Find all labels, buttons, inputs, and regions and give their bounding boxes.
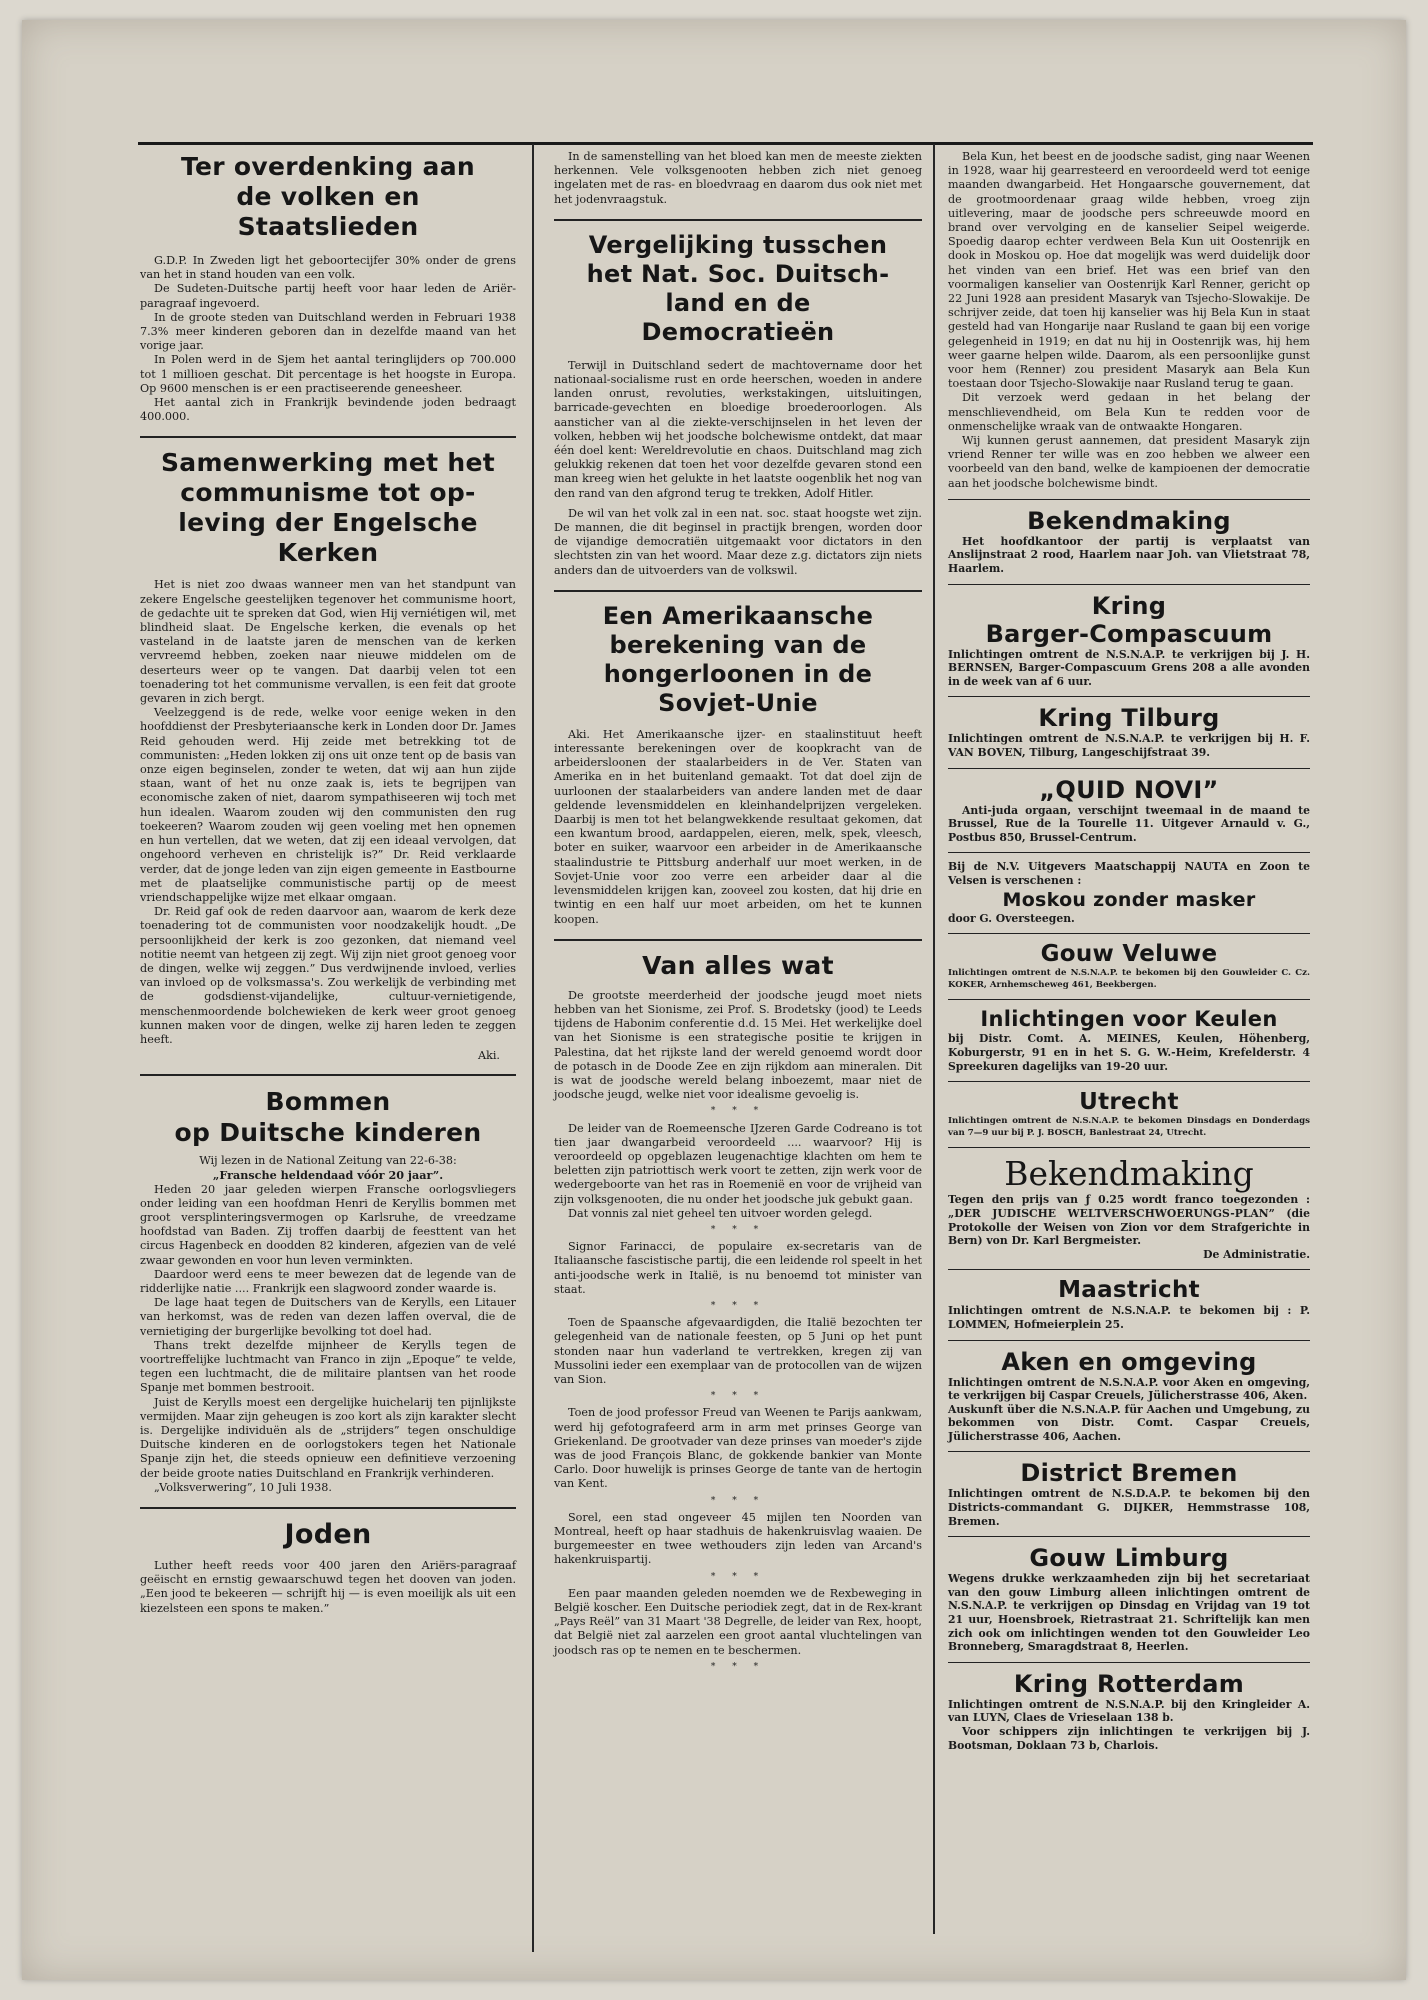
section-divider bbox=[948, 499, 1310, 500]
paragraph: In Polen werd in de Sjem het aantal teringlijders op 700.000 tot 1 millioen geschat. Dit percentage is het hoogste in Europa. Op 9600 menschen is er een practiseerende geneesheer. bbox=[140, 353, 516, 395]
paragraph: De lage haat tegen de Duitschers van de Kerylls, een Litauer van herkomst, was de reden van dezen laffen overval, die de vernietiging der burgerlijke bevolking tot doel had. bbox=[140, 1296, 516, 1338]
article-ter-overdenking bbox=[140, 152, 516, 424]
section-divider bbox=[140, 436, 516, 438]
notice-title: Aken en omgeving bbox=[1001, 1347, 1257, 1376]
notice-title: Gouw Limburg bbox=[1029, 1544, 1229, 1573]
paragraph: „Volksverwering”, 10 Juli 1938. bbox=[154, 1480, 332, 1494]
separator-stars: * * * bbox=[710, 1495, 766, 1506]
article-body bbox=[554, 150, 922, 207]
separator-stars: * * * bbox=[710, 1300, 766, 1311]
headline-line: het Nat. Soc. Duitsch- bbox=[586, 259, 890, 288]
notice-bekendmaking-1 bbox=[948, 507, 1310, 576]
headline-line: hongerloonen in de bbox=[603, 659, 873, 688]
headline-van-alles-wat: Van alles wat bbox=[642, 950, 834, 980]
section-divider bbox=[554, 219, 922, 221]
notice-title-line: Barger-Compascuum bbox=[985, 619, 1273, 648]
paragraph: Wij kunnen gerust aannemen, dat president Masaryk zijn vriend Renner ter wille was en zoo hebben we alweer een voorbeeld van den band, welke de kampioenen der democratie aan het joodsche bolchewisme bindt. bbox=[948, 434, 1310, 490]
section-divider bbox=[948, 1269, 1310, 1270]
notice-title: Kring Rotterdam bbox=[1013, 1669, 1245, 1698]
notice-title-line: Kring bbox=[1091, 591, 1167, 620]
notice-text: door G. Oversteegen. bbox=[948, 911, 1075, 925]
notice-text: Inlichtingen omtrent de N.S.N.A.P. bij den Kringleider A. van LUYN, Claes de Vrieselaan 138 b. bbox=[948, 1697, 1310, 1725]
article-joden bbox=[140, 1519, 516, 1616]
paragraph: Aki. Het Amerikaansche ijzer- en staalinstituut heeft interessante berekeningen over de koopkracht van de arbeidersloonen der staalarbeiders in de Ver. Staten van Amerika en in het buitenland gemaakt. Tot dat doel zijn de uurloonen der staalarbeiders van andere landen met de daar geldende levensmiddelen en kleinhandelprijzen vergeleken. Daarbij is men tot het belangwekkende resultaat gekomen, dat een kwantum brood, aardappelen, eieren, melk, spek, vleesch, boter en suiker, waarvoor een arbeider in de Amerikaansche staalindustrie te Pittsburg anderhalf uur moet werken, in de Sovjet-Unie voor zoo verre een arbeider daar al die levensmiddelen krijgen kan, zooveel zou kosten, dat hij drie en twintig en een half uur moet arbeiden, om het te kunnen koopen. bbox=[554, 727, 922, 926]
notice-signature: De Administratie. bbox=[1203, 1247, 1310, 1261]
article-amerikaansche bbox=[554, 602, 922, 927]
notice-title: Gouw Veluwe bbox=[1040, 941, 1218, 968]
notice-keulen bbox=[948, 1007, 1310, 1073]
paragraph: Dat vonnis zal niet geheel ten uitvoer worden gelegd. bbox=[568, 1206, 873, 1220]
headline-line: Samenwerking met het bbox=[160, 448, 495, 478]
notice-text: Voor schippers zijn inlichtingen te verkrijgen bij J. Bootsman, Doklaan 73 b, Charlois. bbox=[948, 1725, 1310, 1752]
headline-line: op Duitsche kinderen bbox=[174, 1118, 482, 1148]
article-body bbox=[554, 359, 922, 578]
notice-title: Maastricht bbox=[1058, 1277, 1200, 1304]
paragraph: De Sudeten-Duitsche partij heeft voor haar leden de Ariër-paragraaf ingevoerd. bbox=[140, 282, 516, 310]
notice-aken bbox=[948, 1348, 1310, 1444]
article-body bbox=[140, 254, 516, 424]
paragraph: De grootste meerderheid der joodsche jeugd moet niets hebben van het Sionisme, zei Prof. S. Brodetsky (jood) te Leeds tijdens de Habonim conferentie d.d. 15 Mei. Het werkelijke doel van het Sionisme is een strategische positie te krijgen in Palestina, dat het rijkste land der wereld genoemd wordt door de potasch in de Doode Zee en zijn rijkdom aan mineralen. Dit is wat de joodsche wereld belang inboezemt, maar niet de joodsche jeugd, welke niet voor idealisme gevoelig is. bbox=[554, 988, 922, 1102]
notice-text: Tegen den prijs van ƒ 0.25 wordt franco toegezonden : „DER JUDISCHE WELTVERSCHWOERUNGS-PLAN” (die Protokolle der Weisen von Zion vor dem Strafgerichte in Bern) von Dr. Karl Bergmeister. bbox=[948, 1193, 1310, 1248]
paragraph: In de groote steden van Duitschland werden in Februari 1938 7.3% meer kinderen geboren dan in dezelfde maand van het vorige jaar. bbox=[140, 310, 516, 353]
headline-vergelijking bbox=[554, 231, 922, 347]
article-body bbox=[554, 728, 922, 927]
separator-stars: * * * bbox=[710, 1106, 766, 1117]
column-divider-1 bbox=[532, 144, 534, 1952]
separator-stars: * * * bbox=[710, 1391, 766, 1402]
notice-text: Inlichtingen omtrent de N.S.N.A.P. te bekomen Dinsdags en Donderdags van 7—9 uur bij P. J. BOSCH, Banlestraat 24, Utrecht. bbox=[948, 1116, 1310, 1138]
paragraph: Dit verzoek werd gedaan in het belang der menschlievendheid, om Bela Kun te redden voor de onmenschelijke wraak van de ontwaakte Hongaren. bbox=[948, 391, 1310, 433]
notice-text: Inlichtingen omtrent de N.S.N.A.P. te verkrijgen bij H. F. VAN BOVEN, Tilburg, Langeschijfstraat 39. bbox=[948, 732, 1310, 760]
article-body bbox=[948, 150, 1310, 491]
notice-gouw-veluwe bbox=[948, 941, 1310, 991]
section-divider bbox=[554, 590, 922, 592]
section-divider bbox=[948, 696, 1310, 697]
separator-stars: * * * bbox=[710, 1661, 766, 1672]
section-divider bbox=[948, 1451, 1310, 1452]
separator-stars: * * * bbox=[710, 1224, 766, 1235]
article-vergelijking bbox=[554, 231, 922, 578]
paragraph: Daardoor werd eens te meer bewezen dat de legende van de ridderlijke natie .... Frankrijk een slagwoord zonder waarde is. bbox=[140, 1267, 516, 1295]
notice-title: Utrecht bbox=[1079, 1089, 1179, 1116]
notice-quid-novi bbox=[948, 776, 1310, 845]
notice-title: „QUID NOVI” bbox=[1039, 775, 1219, 804]
headline-line: Vergelijking tusschen bbox=[588, 230, 888, 259]
notice-title: Kring Tilburg bbox=[1038, 704, 1220, 733]
notice-text: Inlichtingen omtrent de N.S.N.A.P. voor Aken en omgeving, te verkrijgen bij Caspar Creuels, Jülicherstrasse 406, Aken. bbox=[948, 1375, 1310, 1403]
paragraph: Dr. Reid gaf ook de reden daarvoor aan, waarom de kerk deze toenadering tot de communisten voor noodzakelijk houdt. „De persoonlijkheid der kerk is zoo gezonken, dat niemand veel notitie neemt van hetgeen zij zegt. Wij zijn niet groot genoeg voor de dingen, welke wij zeggen.” Dus verdwijnende invloed, verlies van invloed op de volksmassa's. Zou werkelijk de verbinding met de godsdienst-vijandelijke, cultuur-vernietigende, menschenmoordende bolchewieken de kerk weer groot genoeg kunnen maken voor de dingen, welke zij haren leden te zeggen heeft. bbox=[140, 905, 516, 1046]
notice-bekendmaking-2 bbox=[948, 1155, 1310, 1261]
headline-line: Bommen bbox=[265, 1087, 391, 1117]
article-body bbox=[140, 578, 516, 1047]
section-divider bbox=[948, 1340, 1310, 1341]
article-body bbox=[554, 989, 922, 1674]
notice-text: Inlichtingen omtrent de N.S.N.A.P. te verkrijgen bij J. H. BERNSEN, Barger-Compascuum Grens 208 a alle avonden in de week van af 6 uur. bbox=[948, 647, 1310, 688]
paragraph: Heden 20 jaar geleden wierpen Fransche oorlogsvliegers onder leiding van een hoofdman Henri de Keryllis bommen met groot versplinteringsvermogen op Karlsruhe, de vreedzame hoofdstad van Baden. Zij troffen daarbij de feesttent van het circus Hagenbeck en doodden 82 kinderen, afgezien van de velé zwaar gewonden en voor hun leven verminkten. bbox=[140, 1182, 516, 1267]
headline-amerikaansche bbox=[554, 602, 922, 718]
paragraph: In de samenstelling van het bloed kan men de meeste ziekten herkennen. Vele volksgenooten hebben zich niet genoeg ingelaten met de ras- en bloedvraag en daarom dus ook niet met het jodenvraagstuk. bbox=[554, 150, 922, 206]
headline-line: Staatslieden bbox=[237, 212, 419, 241]
paragraph: Veelzeggend is de rede, welke voor eenige weken in den hoofddienst der Presbyteriaansche kerk in Londen door Dr. James Reid gehouden werd. Hij zeide met betrekking tot de communisten: „Heden lokken zij ons uit onze tent op de basis van onze eigen beginselen, zonder te weten, dat wij aan hun zijde staan, want of het nu onze zaak is, iets te begrijpen van economische zaken of niet, daarom sympathiseeren wij toch met hun idealen. Waarom zouden wij den communisten den rug toekeeren? Waarom zouden wij geen voeling met hen opnemen en hun vertellen, dat we weten, dat zij een ideaal vervolgen, dat ongehoord verheven en christelijk is?” Dr. Reid verklaarde verder, dat de jonge leden van zijn eigen gemeente in Eastbourne met de plaatselijke communistische partij op de meest vriendschappelijke wijze met elkaar omgaan. bbox=[140, 706, 516, 904]
paragraph: Juist de Kerylls moest een dergelijke huichelarij ten pijnlijkste vermijden. Maar zijn geheugen is zoo kort als zijn karakter slecht is. Dergelijke individuën als de „strijders” tegen onschuldige Duitsche kinderen en de oorlogstokers tegen het Nationale Spanje zijn het, die steeds opnieuw een definitieve verzoening der beide groote naties Duitschland en Frankrijk verhinderen. bbox=[140, 1395, 516, 1480]
article-body bbox=[140, 1154, 516, 1495]
notice-title: District Bremen bbox=[1020, 1459, 1238, 1488]
headline-line: Sovjet-Unie bbox=[658, 688, 818, 717]
headline-line: leving der Engelsche bbox=[178, 508, 478, 538]
notice-title bbox=[948, 592, 1310, 648]
paragraph: Signor Farinacci, de populaire ex-secretaris van de Italiaansche fascistische partij, die een leidende rol speelt in het anti-joodsche werk in Italië, is nu benoemd tot minister van staat. bbox=[554, 1240, 922, 1296]
headline-joden: Joden bbox=[284, 1519, 372, 1551]
notice-text: bij Distr. Comt. A. MEINES, Keulen, Höhenberg, Koburgerstr, 91 en in het S. G. W.-Heim, Krefelderstr. 4 Spreekuren dagelijks van 19-20 uur. bbox=[948, 1032, 1310, 1073]
headline-line: Ter overdenking aan bbox=[181, 152, 475, 181]
notice-title: Bekendmaking bbox=[1004, 1154, 1254, 1194]
notice-maastricht bbox=[948, 1277, 1310, 1331]
notice-text: Auskunft über die N.S.N.A.P. für Aachen und Umgebung, zu bekommen von Distr. Comt. Caspar Creuels, Jülicherstrasse 406, Aachen. bbox=[948, 1402, 1310, 1443]
headline-samenwerking bbox=[140, 448, 516, 568]
notice-bremen bbox=[948, 1459, 1310, 1528]
paragraph: Thans trekt dezelfde mijnheer de Kerylls tegen de voortreffelijke luchtmacht van Franco in zijn „Epoque” te velde, tegen een luchtmacht, die de militaire plantsen van het roode Spanje met bommen bestrooit. bbox=[140, 1338, 516, 1395]
paragraph: De leider van de Roemeensche IJzeren Garde Codreano is tot tien jaar dwangarbeid veroordeeld .... waarvoor? Hij is veroordeeld op opgeblazen leugenachtige klachten om hem te beletten zijn patriottisch werk voort te zetten, zijn werk voor de wedergeboorte van het ras in Roemenië en voor de vrijheid van zijn volksgenooten, die nu onder het joodsche juk gebukt gaan. bbox=[554, 1121, 922, 1206]
notice-title: Bekendmaking bbox=[1027, 506, 1231, 535]
paragraph: Sorel, een stad ongeveer 45 mijlen ten Noorden van Montreal, heeft op haar stadhuis de hakenkruisvlag waaien. De burgemeester en twee wethouders zijn leden van Arcand's hakenkruispartij. bbox=[554, 1510, 922, 1567]
notice-kring-tilburg bbox=[948, 704, 1310, 759]
notice-limburg bbox=[948, 1544, 1310, 1654]
headline-line: Een Amerikaansche bbox=[602, 601, 874, 630]
headline-line: land en de bbox=[665, 288, 811, 317]
notice-title: Moskou zonder masker bbox=[1002, 888, 1256, 911]
section-divider bbox=[948, 999, 1310, 1000]
article-body bbox=[140, 1559, 516, 1616]
notice-kring-barger bbox=[948, 592, 1310, 689]
paragraph: Terwijl in Duitschland sedert de machtovername door het nationaal-socialisme rust en orde heerschen, woeden in andere landen onrust, revoluties, werkstakingen, uitsluitingen, barricade-gevechten en bloedige broederoorlogen. Als aansticher van al die ziekte-verschijnselen in het leven der volken, hebben wij het joodsche bolchewisme ontdekt, dat maar één doel kent: Wereldrevolutie en chaos. Duitschland mag zich gelukkig rekenen dat toen het voor dezelfde gevaren stond een man kreeg wien het gelukte in het laatste oogenblik het nog van den rand van den afgrond terug te trekken, Adolf Hitler. bbox=[554, 358, 922, 500]
column-2 bbox=[554, 148, 922, 1677]
article-bommen bbox=[140, 1086, 516, 1495]
section-divider bbox=[140, 1074, 516, 1076]
section-divider bbox=[554, 939, 922, 941]
section-divider bbox=[948, 1536, 1310, 1537]
headline-ter-overdenking bbox=[140, 152, 516, 242]
lead-line: Wij lezen in de National Zeitung van 22-6-38: bbox=[199, 1154, 457, 1168]
notice-text: Anti-juda orgaan, verschijnt tweemaal in de maand te Brussel, Rue de la Tourelle 11. Uitgever Arnauld v. G., Postbus 850, Brussel-Centrum. bbox=[948, 803, 1310, 844]
paragraph: Het is niet zoo dwaas wanneer men van het standpunt van zekere Engelsche geestelijken tegenover het communisme hoort, de gedachte uit te spreken dat God, wien Hij verniétigen wil, met blindheid slaat. De Engelsche kerken, die evenals op het vasteland in de laatste jaren de menschen van de kerken vervreemd hebben, zoeken naar nieuwe middelen om de deserteurs weer op te vangen. Dat daarbij velen tot een toenadering tot het communisme vervallen, is een feit dat groote gevaren in zich bergt. bbox=[140, 578, 516, 706]
headline-line: communisme tot op- bbox=[180, 478, 476, 508]
paragraph: Toen de Spaansche afgevaardigden, die Italië bezochten ter gelegenheid van de nationale feesten, op 5 Juni op het punt stonden naar hun vaderland te vertrekken, kregen zij van Mussolini ieder een exemplaar van de protocollen van de wijzen van Sion. bbox=[554, 1316, 922, 1386]
column-3 bbox=[948, 148, 1310, 1752]
newspaper-page bbox=[22, 20, 1406, 1980]
notice-rotterdam bbox=[948, 1670, 1310, 1752]
section-divider bbox=[948, 1662, 1310, 1663]
notice-text: Inlichtingen omtrent de N.S.N.A.P. te bekomen bij den Gouwleider C. Cz. KOKER, Arnhemscheweg 461, Beekbergen. bbox=[948, 968, 1310, 990]
section-divider bbox=[140, 1507, 516, 1509]
notice-moskou-zonder-masker bbox=[948, 860, 1310, 925]
author-signature: Aki. bbox=[478, 1049, 500, 1063]
article-van-alles-wat bbox=[554, 951, 922, 1674]
headline-line: Kerken bbox=[277, 538, 379, 568]
notice-text: Inlichtingen omtrent de N.S.D.A.P. te bekomen bij den Districts-commandant G. DIJKER, Hemmstrasse 108, Bremen. bbox=[948, 1487, 1310, 1528]
notice-text: Het hoofdkantoor der partij is verplaatst van Anslijnstraat 2 rood, Haarlem naar Joh. van Vlietstraat 78, Haarlem. bbox=[948, 534, 1310, 576]
paragraph: Luther heeft reeds voor 400 jaren den Ariërs-paragraaf geëischt en ernstig gewaarschuwd tegen het dooven van joden. „Een jood te bekeeren — schrijft hij — is even moeilijk als uit een kiezelsteen een spons te maken.” bbox=[140, 1559, 516, 1615]
notice-utrecht bbox=[948, 1089, 1310, 1139]
separator-stars: * * * bbox=[710, 1571, 766, 1582]
notice-text: Inlichtingen omtrent de N.S.N.A.P. te bekomen bij : P. LOMMEN, Hofmeierplein 25. bbox=[948, 1304, 1310, 1331]
column-1 bbox=[140, 148, 516, 1616]
paragraph: Bela Kun, het beest en de joodsche sadist, ging naar Weenen in 1928, waar hij gearresteerd en veroordeeld werd tot eenige maanden dwangarbeid. Het Hongaarsche gouvernement, dat de grootmoordenaar graag wilde hebben, vroeg zijn uitlevering, maar de joodsche pers schreeuwde moord en brand over vervolging en de kanselier Seipel weigerde. Spoedig daarop echter verdween Bela Kun uit Oostenrijk en dook in Moskou op. Hoe dat mogelijk was werd duidelijk door het vinden van een brief. Het was een brief van den voormaligen kanselier van Oostenrijk Karl Renner, gericht op 22 Juni 1928 aan president Masaryk van Tsjecho-Slowakije. De schrijver zeide, dat toen hij kanselier was hij Bela Kun in staat gesteld had van Hongarije naar Rusland te gaan bij een vorige gelegenheid in 1919; en dat nu hij in Oostenrijk was, hij hem weer gaarne helpen wilde. Daarom, als een persoonlijke gunst voor hem (Renner) zou president Masaryk aan Bela Kun toestaan door Tsjecho-Slowakije naar Rusland terug te gaan. bbox=[948, 150, 1310, 391]
headline-line: Democratieën bbox=[641, 317, 835, 346]
section-divider bbox=[948, 933, 1310, 934]
notice-text: Wegens drukke werkzaamheden zijn bij het secretariaat van den gouw Limburg alleen inlichtingen omtrent de N.S.N.A.P. te verkrijgen op Dinsdag en Vrijdag van 19 tot 21 uur, Hoensbroek, Rietrastraat 21. Schriftelijk kan men zich ook om inlichtingen wenden tot den Gouwleider Leo Bronneberg, Smaragdstraat 8, Heerlen. bbox=[948, 1572, 1310, 1654]
notice-title: Inlichtingen voor Keulen bbox=[980, 1007, 1278, 1032]
section-divider bbox=[948, 584, 1310, 585]
notice-text: Bij de N.V. Uitgevers Maatschappij NAUTA en Zoon te Velsen is verschenen : bbox=[948, 860, 1310, 887]
section-divider bbox=[948, 768, 1310, 769]
headline-line: de volken en bbox=[236, 182, 420, 211]
headline-line: berekening van de bbox=[609, 630, 867, 659]
top-rule bbox=[138, 142, 1313, 145]
paragraph: G.D.P. In Zweden ligt het geboortecijfer 30% onder de grens van het in stand houden van een volk. bbox=[140, 254, 516, 282]
paragraph: Een paar maanden geleden noemden we de Rexbeweging in België koscher. Een Duitsche periodiek zegt, dat in de Rex-krant „Pays Reël” van 31 Maart '38 Degrelle, de leider van Rex, hoopt, dat België niet zal aarzelen een groot aantal vluchtelingen van joodsch ras op te nemen en te beschermen. bbox=[554, 1586, 922, 1657]
section-divider bbox=[948, 852, 1310, 853]
paragraph: Toen de jood professor Freud van Weenen te Parijs aankwam, werd hij gefotografeerd arm in arm met prinses George van Griekenland. De grootvader van deze prinses van moeder's zijde was de jood François Blanc, de gokkende bankier van Monte Carlo. Door huwelijk is prinses George de tante van de hertogin van Kent. bbox=[554, 1406, 922, 1491]
section-divider bbox=[948, 1147, 1310, 1148]
subhead: „Fransche heldendaad vóór 20 jaar”. bbox=[212, 1168, 444, 1183]
headline-bommen bbox=[140, 1086, 516, 1148]
column-divider-2 bbox=[933, 144, 935, 1934]
paragraph: Het aantal zich in Frankrijk bevindende joden bedraagt 400.000. bbox=[140, 396, 516, 424]
article-samenwerking bbox=[140, 448, 516, 1062]
paragraph: De wil van het volk zal in een nat. soc. staat hoogste wet zijn. De mannen, die dit beginsel in practijk brengen, worden door de vijandige democratiën uitgemaakt voor dictators in den slechtsten zin van het woord. Maar deze z.g. dictators zijn niets anders dan de uitvoerders van de volkswil. bbox=[554, 506, 922, 577]
section-divider bbox=[948, 1081, 1310, 1082]
